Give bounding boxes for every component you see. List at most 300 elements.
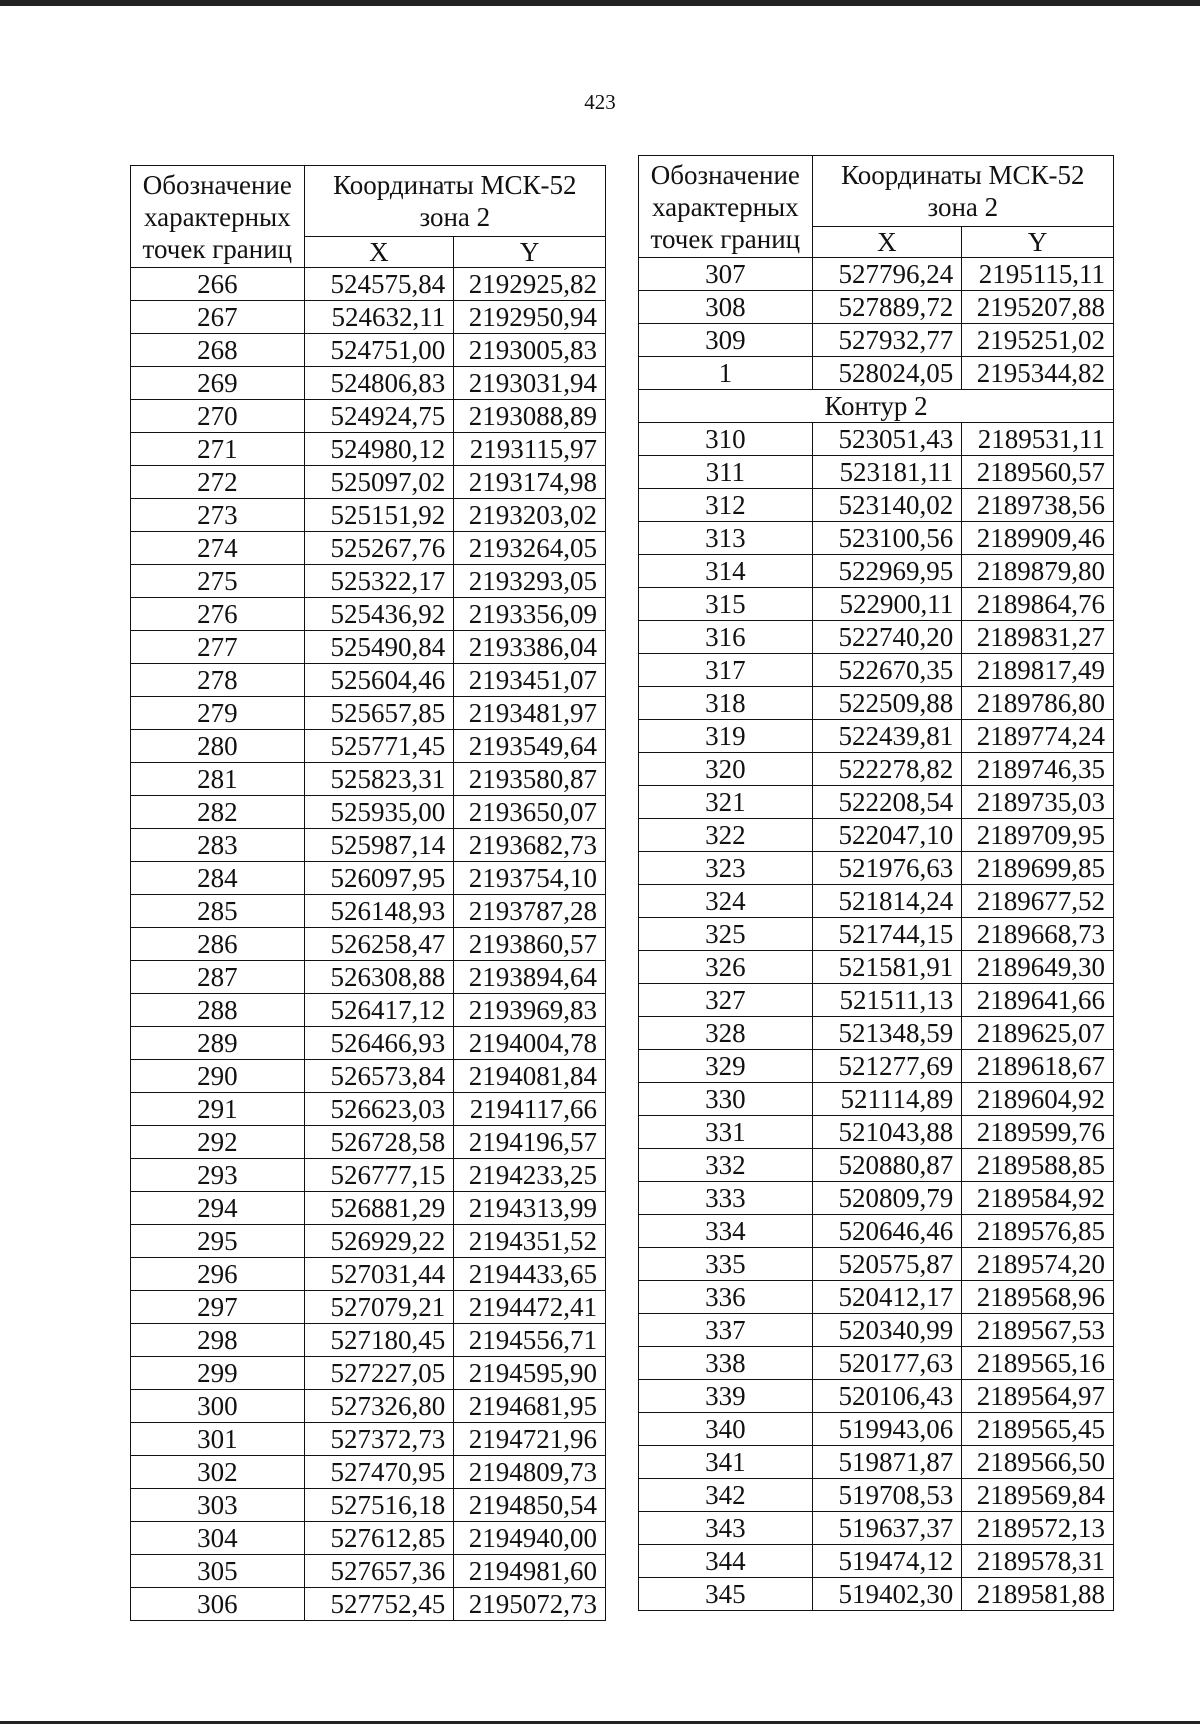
x-coordinate-cell: 520575,87 — [812, 1248, 962, 1281]
point-id-cell: 307 — [639, 258, 813, 291]
x-coordinate-cell: 526258,47 — [304, 928, 454, 961]
point-id-cell: 318 — [639, 687, 813, 720]
y-coordinate-cell: 2193481,97 — [454, 697, 606, 730]
table-row — [131, 1588, 606, 1621]
y-coordinate-cell: 2194556,71 — [454, 1324, 606, 1357]
y-coordinate-cell: 2193174,98 — [454, 466, 606, 499]
x-coordinate-cell: 526881,29 — [304, 1192, 454, 1225]
x-coordinate-cell: 519474,12 — [812, 1545, 962, 1578]
point-id-cell: 305 — [131, 1555, 305, 1588]
table-row — [131, 1390, 606, 1423]
table-row — [639, 555, 1114, 588]
point-id-cell: 317 — [639, 654, 813, 687]
y-coordinate-cell: 2189581,88 — [962, 1578, 1114, 1611]
x-coordinate-cell: 525267,76 — [304, 532, 454, 565]
y-coordinate-cell: 2194117,66 — [454, 1093, 606, 1126]
table-row — [639, 522, 1114, 555]
point-id-cell: 300 — [131, 1390, 305, 1423]
point-id-cell: 284 — [131, 862, 305, 895]
x-coordinate-cell: 519708,53 — [812, 1479, 962, 1512]
table-row — [131, 1225, 606, 1258]
x-coordinate-cell: 520809,79 — [812, 1182, 962, 1215]
table-row — [639, 918, 1114, 951]
table-row — [131, 598, 606, 631]
x-coordinate-cell: 527470,95 — [304, 1456, 454, 1489]
y-coordinate-cell: 2189599,76 — [962, 1116, 1114, 1149]
table-row — [639, 720, 1114, 753]
point-id-cell: 341 — [639, 1446, 813, 1479]
y-coordinate-cell: 2194433,65 — [454, 1258, 606, 1291]
x-coordinate-cell: 522278,82 — [812, 753, 962, 786]
contour-label: Контур 2 — [639, 390, 1114, 423]
x-coordinate-cell: 521277,69 — [812, 1050, 962, 1083]
table-row — [131, 994, 606, 1027]
table-row — [131, 664, 606, 697]
x-coordinate-cell: 525604,46 — [304, 664, 454, 697]
table-row — [639, 654, 1114, 687]
x-coordinate-cell: 523181,11 — [812, 456, 962, 489]
y-coordinate-cell: 2189786,80 — [962, 687, 1114, 720]
table-row — [131, 466, 606, 499]
x-coordinate-cell: 520412,17 — [812, 1281, 962, 1314]
y-coordinate-cell: 2193754,10 — [454, 862, 606, 895]
point-id-cell: 287 — [131, 961, 305, 994]
y-coordinate-cell: 2193356,09 — [454, 598, 606, 631]
y-coordinate-cell: 2189625,07 — [962, 1017, 1114, 1050]
y-coordinate-cell: 2193650,07 — [454, 796, 606, 829]
y-coordinate-cell: 2189735,03 — [962, 786, 1114, 819]
y-coordinate-cell: 2194313,99 — [454, 1192, 606, 1225]
table-row — [131, 730, 606, 763]
table-row — [639, 621, 1114, 654]
point-id-cell: 322 — [639, 819, 813, 852]
header-coordinates-line1: Координаты МСК-52 — [841, 160, 1085, 190]
y-coordinate-cell: 2193031,94 — [454, 367, 606, 400]
table-row — [639, 1479, 1114, 1512]
table-row — [639, 1050, 1114, 1083]
table-row — [131, 1258, 606, 1291]
table-row — [639, 984, 1114, 1017]
table-row — [639, 1281, 1114, 1314]
y-coordinate-cell: 2189699,85 — [962, 852, 1114, 885]
point-id-cell: 273 — [131, 499, 305, 532]
y-coordinate-cell: 2189677,52 — [962, 885, 1114, 918]
table-row — [639, 258, 1114, 291]
y-coordinate-cell: 2194595,90 — [454, 1357, 606, 1390]
x-coordinate-cell: 524575,84 — [304, 268, 454, 301]
point-id-cell: 316 — [639, 621, 813, 654]
header-coordinates — [812, 156, 1113, 227]
y-coordinate-cell: 2189618,67 — [962, 1050, 1114, 1083]
table-row — [639, 1116, 1114, 1149]
table-row — [131, 1126, 606, 1159]
point-id-cell: 311 — [639, 456, 813, 489]
table-row — [131, 367, 606, 400]
point-id-cell: 297 — [131, 1291, 305, 1324]
table-row — [639, 1545, 1114, 1578]
x-coordinate-cell: 522670,35 — [812, 654, 962, 687]
x-coordinate-cell: 523051,43 — [812, 423, 962, 456]
y-coordinate-cell: 2189746,35 — [962, 753, 1114, 786]
table-row — [131, 1555, 606, 1588]
table-row — [639, 1413, 1114, 1446]
point-id-cell: 338 — [639, 1347, 813, 1380]
point-id-cell: 302 — [131, 1456, 305, 1489]
x-coordinate-cell: 519637,37 — [812, 1512, 962, 1545]
y-coordinate-cell: 2194981,60 — [454, 1555, 606, 1588]
y-coordinate-cell: 2189641,66 — [962, 984, 1114, 1017]
x-coordinate-cell: 521511,13 — [812, 984, 962, 1017]
table-row — [639, 1347, 1114, 1380]
header-y: Y — [962, 227, 1114, 258]
x-coordinate-cell: 521744,15 — [812, 918, 962, 951]
x-coordinate-cell: 520106,43 — [812, 1380, 962, 1413]
x-coordinate-cell: 526466,93 — [304, 1027, 454, 1060]
x-coordinate-cell: 525097,02 — [304, 466, 454, 499]
x-coordinate-cell: 528024,05 — [812, 357, 962, 390]
y-coordinate-cell: 2194809,73 — [454, 1456, 606, 1489]
header-coordinates-line1: Координаты МСК-52 — [333, 170, 577, 200]
point-id-cell: 321 — [639, 786, 813, 819]
y-coordinate-cell: 2189864,76 — [962, 588, 1114, 621]
y-coordinate-cell: 2194351,52 — [454, 1225, 606, 1258]
x-coordinate-cell: 526777,15 — [304, 1159, 454, 1192]
y-coordinate-cell: 2189578,31 — [962, 1545, 1114, 1578]
table-row — [131, 1060, 606, 1093]
point-id-cell: 330 — [639, 1083, 813, 1116]
table-row — [131, 1324, 606, 1357]
point-id-cell: 306 — [131, 1588, 305, 1621]
y-coordinate-cell: 2189576,85 — [962, 1215, 1114, 1248]
table-row — [639, 852, 1114, 885]
x-coordinate-cell: 525490,84 — [304, 631, 454, 664]
x-coordinate-cell: 526148,93 — [304, 895, 454, 928]
table-row — [131, 763, 606, 796]
x-coordinate-cell: 524980,12 — [304, 433, 454, 466]
table-row — [639, 753, 1114, 786]
point-id-cell: 288 — [131, 994, 305, 1027]
point-id-cell: 290 — [131, 1060, 305, 1093]
table-row — [131, 565, 606, 598]
point-id-cell: 323 — [639, 852, 813, 885]
point-id-cell: 333 — [639, 1182, 813, 1215]
table-row — [639, 1578, 1114, 1611]
y-coordinate-cell: 2189567,53 — [962, 1314, 1114, 1347]
point-id-cell: 340 — [639, 1413, 813, 1446]
x-coordinate-cell: 526097,95 — [304, 862, 454, 895]
x-coordinate-cell: 527516,18 — [304, 1489, 454, 1522]
x-coordinate-cell: 522047,10 — [812, 819, 962, 852]
y-coordinate-cell: 2189774,24 — [962, 720, 1114, 753]
y-coordinate-cell: 2189709,95 — [962, 819, 1114, 852]
y-coordinate-cell: 2194681,95 — [454, 1390, 606, 1423]
point-id-cell: 334 — [639, 1215, 813, 1248]
x-coordinate-cell: 520880,87 — [812, 1149, 962, 1182]
y-coordinate-cell: 2192925,82 — [454, 268, 606, 301]
table-row — [131, 268, 606, 301]
table-row — [131, 1423, 606, 1456]
y-coordinate-cell: 2194233,25 — [454, 1159, 606, 1192]
y-coordinate-cell: 2193682,73 — [454, 829, 606, 862]
point-id-cell: 326 — [639, 951, 813, 984]
table-row — [131, 532, 606, 565]
y-coordinate-cell: 2193860,57 — [454, 928, 606, 961]
x-coordinate-cell: 523140,02 — [812, 489, 962, 522]
point-id-cell: 293 — [131, 1159, 305, 1192]
x-coordinate-cell: 527326,80 — [304, 1390, 454, 1423]
table-row — [131, 829, 606, 862]
y-coordinate-cell: 2189568,96 — [962, 1281, 1114, 1314]
x-coordinate-cell: 526728,58 — [304, 1126, 454, 1159]
point-id-cell: 343 — [639, 1512, 813, 1545]
y-coordinate-cell: 2189565,45 — [962, 1413, 1114, 1446]
point-id-cell: 283 — [131, 829, 305, 862]
point-id-cell: 320 — [639, 753, 813, 786]
y-coordinate-cell: 2193549,64 — [454, 730, 606, 763]
scan-top-edge — [0, 0, 1200, 6]
point-id-cell: 308 — [639, 291, 813, 324]
x-coordinate-cell: 519871,87 — [812, 1446, 962, 1479]
x-coordinate-cell: 520340,99 — [812, 1314, 962, 1347]
point-id-cell: 339 — [639, 1380, 813, 1413]
table-row — [131, 1456, 606, 1489]
header-coordinates-line2: зона 2 — [927, 192, 999, 222]
point-id-cell: 304 — [131, 1522, 305, 1555]
table-row — [639, 1248, 1114, 1281]
y-coordinate-cell: 2189565,16 — [962, 1347, 1114, 1380]
point-id-cell: 327 — [639, 984, 813, 1017]
point-id-cell: 301 — [131, 1423, 305, 1456]
point-id-cell: 315 — [639, 588, 813, 621]
table-row — [639, 1017, 1114, 1050]
y-coordinate-cell: 2189560,57 — [962, 456, 1114, 489]
y-coordinate-cell: 2189574,20 — [962, 1248, 1114, 1281]
x-coordinate-cell: 521976,63 — [812, 852, 962, 885]
y-coordinate-cell: 2195207,88 — [962, 291, 1114, 324]
y-coordinate-cell: 2189588,85 — [962, 1149, 1114, 1182]
y-coordinate-cell: 2193203,02 — [454, 499, 606, 532]
y-coordinate-cell: 2189572,13 — [962, 1512, 1114, 1545]
point-id-cell: 281 — [131, 763, 305, 796]
x-coordinate-cell: 526929,22 — [304, 1225, 454, 1258]
table-row — [639, 456, 1114, 489]
x-coordinate-cell: 525987,14 — [304, 829, 454, 862]
table-row — [639, 687, 1114, 720]
x-coordinate-cell: 527180,45 — [304, 1324, 454, 1357]
table-row — [131, 1027, 606, 1060]
x-coordinate-cell: 527372,73 — [304, 1423, 454, 1456]
y-coordinate-cell: 2193894,64 — [454, 961, 606, 994]
point-id-cell: 309 — [639, 324, 813, 357]
y-coordinate-cell: 2193386,04 — [454, 631, 606, 664]
y-coordinate-cell: 2189569,84 — [962, 1479, 1114, 1512]
point-id-cell: 336 — [639, 1281, 813, 1314]
x-coordinate-cell: 519943,06 — [812, 1413, 962, 1446]
y-coordinate-cell: 2189531,11 — [962, 423, 1114, 456]
contour-row — [639, 390, 1114, 423]
y-coordinate-cell: 2193580,87 — [454, 763, 606, 796]
x-coordinate-cell: 525151,92 — [304, 499, 454, 532]
y-coordinate-cell: 2193115,97 — [454, 433, 606, 466]
x-coordinate-cell: 527657,36 — [304, 1555, 454, 1588]
x-coordinate-cell: 522509,88 — [812, 687, 962, 720]
point-id-cell: 272 — [131, 466, 305, 499]
x-coordinate-cell: 522969,95 — [812, 555, 962, 588]
x-coordinate-cell: 521043,88 — [812, 1116, 962, 1149]
point-id-cell: 266 — [131, 268, 305, 301]
table-row — [639, 1314, 1114, 1347]
x-coordinate-cell: 521348,59 — [812, 1017, 962, 1050]
x-coordinate-cell: 526308,88 — [304, 961, 454, 994]
table-row — [131, 301, 606, 334]
table-row — [639, 1083, 1114, 1116]
point-id-cell: 279 — [131, 697, 305, 730]
point-id-cell: 286 — [131, 928, 305, 961]
coordinates-table-left — [130, 165, 606, 1621]
y-coordinate-cell: 2193088,89 — [454, 400, 606, 433]
y-coordinate-cell: 2194721,96 — [454, 1423, 606, 1456]
page-number: 423 — [584, 90, 616, 114]
y-coordinate-cell: 2189817,49 — [962, 654, 1114, 687]
header-x: X — [304, 237, 454, 268]
table-row — [131, 334, 606, 367]
y-coordinate-cell: 2189738,56 — [962, 489, 1114, 522]
point-id-cell: 313 — [639, 522, 813, 555]
x-coordinate-cell: 520646,46 — [812, 1215, 962, 1248]
table-row — [639, 1182, 1114, 1215]
table-row — [639, 885, 1114, 918]
y-coordinate-cell: 2193969,83 — [454, 994, 606, 1027]
table-row — [131, 1192, 606, 1225]
x-coordinate-cell: 520177,63 — [812, 1347, 962, 1380]
table-row — [131, 961, 606, 994]
point-id-cell: 275 — [131, 565, 305, 598]
point-id-cell: 282 — [131, 796, 305, 829]
point-id-cell: 291 — [131, 1093, 305, 1126]
x-coordinate-cell: 521581,91 — [812, 951, 962, 984]
point-id-cell: 310 — [639, 423, 813, 456]
header-designation: Обозначение характерных точек границ — [131, 166, 305, 268]
y-coordinate-cell: 2194940,00 — [454, 1522, 606, 1555]
point-id-cell: 299 — [131, 1357, 305, 1390]
point-id-cell: 271 — [131, 433, 305, 466]
point-id-cell: 296 — [131, 1258, 305, 1291]
y-coordinate-cell: 2189566,50 — [962, 1446, 1114, 1479]
table-row — [639, 1380, 1114, 1413]
x-coordinate-cell: 522208,54 — [812, 786, 962, 819]
point-id-cell: 269 — [131, 367, 305, 400]
x-coordinate-cell: 527752,45 — [304, 1588, 454, 1621]
point-id-cell: 285 — [131, 895, 305, 928]
x-coordinate-cell: 523100,56 — [812, 522, 962, 555]
y-coordinate-cell: 2193451,07 — [454, 664, 606, 697]
coordinates-table-right — [638, 155, 1114, 1611]
header-coordinates-line2: зона 2 — [419, 202, 491, 232]
point-id-cell: 303 — [131, 1489, 305, 1522]
x-coordinate-cell: 527796,24 — [812, 258, 962, 291]
table-row — [131, 631, 606, 664]
table-row — [639, 1446, 1114, 1479]
x-coordinate-cell: 524924,75 — [304, 400, 454, 433]
point-id-cell: 337 — [639, 1314, 813, 1347]
x-coordinate-cell: 527612,85 — [304, 1522, 454, 1555]
table-row — [639, 1512, 1114, 1545]
point-id-cell: 267 — [131, 301, 305, 334]
point-id-cell: 345 — [639, 1578, 813, 1611]
point-id-cell: 270 — [131, 400, 305, 433]
table-row — [131, 499, 606, 532]
point-id-cell: 276 — [131, 598, 305, 631]
table-row — [639, 588, 1114, 621]
point-id-cell: 312 — [639, 489, 813, 522]
table-row — [131, 1522, 606, 1555]
point-id-cell: 298 — [131, 1324, 305, 1357]
y-coordinate-cell: 2195344,82 — [962, 357, 1114, 390]
x-coordinate-cell: 527932,77 — [812, 324, 962, 357]
x-coordinate-cell: 525771,45 — [304, 730, 454, 763]
y-coordinate-cell: 2189831,27 — [962, 621, 1114, 654]
point-id-cell: 329 — [639, 1050, 813, 1083]
point-id-cell: 324 — [639, 885, 813, 918]
table-row — [131, 400, 606, 433]
table-row — [131, 928, 606, 961]
header-x: X — [812, 227, 962, 258]
point-id-cell: 294 — [131, 1192, 305, 1225]
point-id-cell: 332 — [639, 1149, 813, 1182]
table-row — [639, 1215, 1114, 1248]
point-id-cell: 280 — [131, 730, 305, 763]
y-coordinate-cell: 2189584,92 — [962, 1182, 1114, 1215]
point-id-cell: 325 — [639, 918, 813, 951]
y-coordinate-cell: 2194196,57 — [454, 1126, 606, 1159]
table-row — [639, 291, 1114, 324]
point-id-cell: 335 — [639, 1248, 813, 1281]
table-row — [639, 423, 1114, 456]
y-coordinate-cell: 2189604,92 — [962, 1083, 1114, 1116]
point-id-cell: 277 — [131, 631, 305, 664]
x-coordinate-cell: 521114,89 — [812, 1083, 962, 1116]
x-coordinate-cell: 521814,24 — [812, 885, 962, 918]
table-row — [131, 433, 606, 466]
x-coordinate-cell: 527889,72 — [812, 291, 962, 324]
y-coordinate-cell: 2189649,30 — [962, 951, 1114, 984]
x-coordinate-cell: 527079,21 — [304, 1291, 454, 1324]
point-id-cell: 328 — [639, 1017, 813, 1050]
header-y: Y — [454, 237, 606, 268]
x-coordinate-cell: 524632,11 — [304, 301, 454, 334]
y-coordinate-cell: 2194004,78 — [454, 1027, 606, 1060]
y-coordinate-cell: 2194472,41 — [454, 1291, 606, 1324]
x-coordinate-cell: 526417,12 — [304, 994, 454, 1027]
point-id-cell: 314 — [639, 555, 813, 588]
y-coordinate-cell: 2189909,46 — [962, 522, 1114, 555]
point-id-cell: 268 — [131, 334, 305, 367]
table-row — [639, 357, 1114, 390]
point-id-cell: 278 — [131, 664, 305, 697]
table-row — [131, 697, 606, 730]
table-row — [131, 1291, 606, 1324]
x-coordinate-cell: 527031,44 — [304, 1258, 454, 1291]
x-coordinate-cell: 525823,31 — [304, 763, 454, 796]
y-coordinate-cell: 2189564,97 — [962, 1380, 1114, 1413]
x-coordinate-cell: 524806,83 — [304, 367, 454, 400]
x-coordinate-cell: 522900,11 — [812, 588, 962, 621]
y-coordinate-cell: 2189879,80 — [962, 555, 1114, 588]
x-coordinate-cell: 526623,03 — [304, 1093, 454, 1126]
table-row — [639, 1149, 1114, 1182]
x-coordinate-cell: 524751,00 — [304, 334, 454, 367]
x-coordinate-cell: 526573,84 — [304, 1060, 454, 1093]
